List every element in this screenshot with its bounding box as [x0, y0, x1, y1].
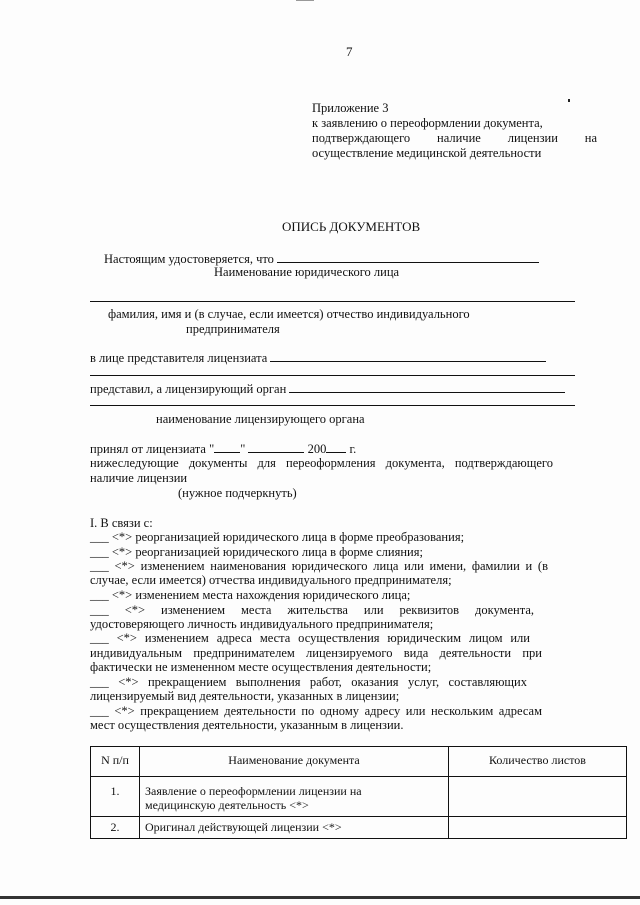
submitted-label: представил, а лицензирующий орган — [90, 382, 287, 396]
reason-line: ___ <*> прекращением деятельности по одному адресу или нескольким адресам — [90, 704, 542, 718]
representative-blank[interactable] — [270, 350, 546, 362]
reason-line: ___ <*> прекращением выполнения работ, оказания услуг, составляющих — [90, 675, 527, 689]
accepted-year-suffix: г. — [349, 442, 357, 456]
appendix-line-3: осуществление медицинской деятельности — [312, 146, 542, 160]
legal-entity-blank[interactable] — [277, 251, 539, 263]
appendix-line-1: к заявлению о переоформлении документа, — [312, 116, 543, 130]
scan-bottom-edge — [0, 896, 640, 899]
accepted-quote: " — [240, 442, 246, 456]
year-blank[interactable] — [326, 441, 346, 453]
row-sheet-count[interactable] — [449, 817, 627, 839]
representative-line[interactable] — [90, 375, 575, 376]
header-number: N п/п — [91, 747, 140, 777]
reason-line: ___ <*> изменением наименования юридического лица или имени, фамилии и (в — [90, 559, 548, 573]
section-title: I. В связи с: — [90, 516, 153, 530]
reason-line: мест осуществления деятельности, указанным в лицензии. — [90, 718, 404, 732]
row-document-name-line-1: Заявление о переоформлении лицензии на — [145, 784, 362, 798]
table-row — [91, 817, 627, 839]
following-line-2: наличие лицензии — [90, 471, 188, 485]
entrepreneur-caption: фамилия, имя и (в случае, если имеется) отчество индивидуального — [108, 307, 470, 321]
header-sheet-count: Количество листов — [449, 747, 627, 777]
licensing-body-line[interactable] — [90, 405, 575, 406]
entity-name-line[interactable] — [90, 301, 575, 302]
reason-line: ___ <*> реорганизацией юридического лица в форме слияния; — [90, 545, 423, 559]
reason-line: удостоверяющего личность индивидуального предпринимателя; — [90, 617, 434, 631]
scan-artifact-dot — [568, 99, 570, 102]
representative-label: в лице представителя лицензиата — [90, 351, 268, 365]
row-document-name — [140, 777, 449, 817]
month-blank[interactable] — [248, 441, 304, 453]
day-blank[interactable] — [214, 441, 240, 453]
page-number: 7 — [346, 44, 353, 59]
licensing-body-caption: наименование лицензирующего органа — [156, 412, 365, 426]
reason-line: ___ <*> реорганизацией юридического лица в форме преобразования; — [90, 530, 465, 544]
reason-line: индивидуальным предпринимателем лицензируемого вида деятельности при — [90, 646, 542, 660]
reason-line: ___ <*> изменением места жительства или реквизитов документа, — [90, 603, 534, 617]
certify-label: Настоящим удостоверяется, что — [104, 252, 274, 266]
representative-row — [90, 350, 546, 366]
row-document-name: Оригинал действующей лицензии <*> — [140, 817, 449, 839]
following-note: (нужное подчеркнуть) — [178, 486, 297, 500]
reason-line: случае, если имеется) отчества индивидуального предпринимателя; — [90, 573, 452, 587]
reason-line: ___ <*> изменением адреса места осуществления юридическим лицом или — [90, 631, 530, 645]
row-number: 2. — [91, 817, 140, 839]
accepted-year: 200 — [307, 442, 327, 456]
scan-artifact-top — [296, 0, 314, 1]
following-line-1: нижеследующие документы для переоформления документа, подтверждающего — [90, 456, 553, 470]
appendix-title: Приложение 3 — [312, 101, 389, 115]
reason-line: ___ <*> изменением места нахождения юридического лица; — [90, 588, 411, 602]
submitted-row — [90, 381, 565, 397]
row-number: 1. — [91, 777, 140, 817]
appendix-line-2: подтверждающего наличие лицензии на — [312, 131, 597, 145]
accepted-row — [90, 441, 356, 457]
document-heading: ОПИСЬ ДОКУМЕНТОВ — [282, 219, 421, 234]
header-document-name: Наименование документа — [140, 747, 449, 777]
reason-line: лицензируемый вид деятельности, указанных в лицензии; — [90, 689, 400, 703]
row-sheet-count[interactable] — [449, 777, 627, 817]
documents-table — [90, 746, 627, 839]
accepted-prefix: принял от лицензиата " — [90, 442, 215, 456]
row-document-name-line-2: медицинскую деятельность <*> — [145, 798, 309, 813]
reason-line: фактически не измененном месте осуществления деятельности; — [90, 660, 432, 674]
table-header-row — [91, 747, 627, 777]
entrepreneur-caption-2: предпринимателя — [186, 322, 280, 336]
licensing-body-blank[interactable] — [289, 381, 565, 393]
legal-entity-caption: Наименование юридического лица — [214, 265, 400, 279]
table-row — [91, 777, 627, 817]
